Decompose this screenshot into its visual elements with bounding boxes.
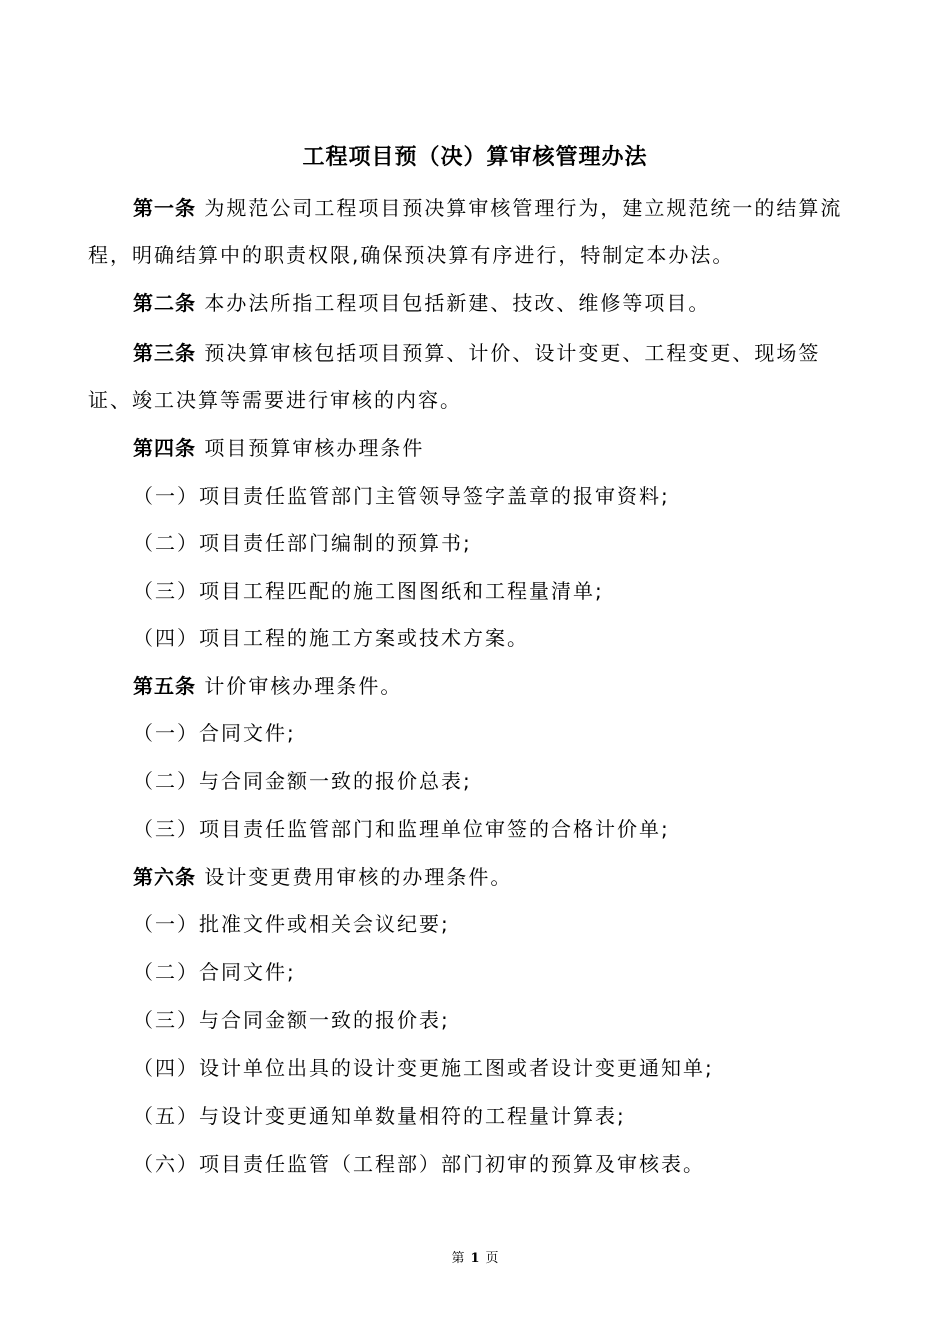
list-item: （二）与合同金额一致的报价总表; [133, 769, 472, 793]
page-number [0, 1247, 950, 1266]
list-item: （四）项目工程的施工方案或技术方案。 [133, 626, 529, 650]
list-item: （二）项目责任部门编制的预算书; [133, 531, 472, 555]
list-item: （一）合同文件; [133, 721, 296, 745]
list-item: （二）合同文件; [133, 960, 296, 984]
article-3 [133, 337, 820, 366]
article-label: 第四条 [133, 436, 196, 460]
article-6 [133, 861, 512, 890]
page-prefix: 第 [451, 1251, 465, 1266]
list-item: （三）项目责任监管部门和监理单位审签的合格计价单; [133, 817, 670, 841]
article-1-continued: 程，明确结算中的职责权限,确保预决算有序进行，特制定本办法。 [88, 243, 735, 267]
list-item: （四）设计单位出具的设计变更施工图或者设计变更通知单; [133, 1056, 714, 1080]
article-2 [133, 287, 710, 316]
list-item: （三）与合同金额一致的报价表; [133, 1008, 450, 1032]
article-3-continued: 证、竣工决算等需要进行审核的内容。 [88, 388, 462, 412]
list-item: （一）批准文件或相关会议纪要; [133, 912, 450, 936]
article-text: 本办法所指工程项目包括新建、技改、维修等项目。 [196, 291, 711, 315]
document-title: 工程项目预（决）算审核管理办法 [302, 145, 648, 170]
article-text: 设计变更费用审核的办理条件。 [196, 865, 513, 889]
article-text: 为规范公司工程项目预决算审核管理行为，建立规范统一的结算流 [196, 196, 843, 220]
page-number-value: 1 [470, 1251, 480, 1266]
list-item: （六）项目责任监管（工程部）部门初审的预算及审核表。 [133, 1152, 705, 1176]
list-item: （五）与设计变更通知单数量相符的工程量计算表; [133, 1104, 626, 1128]
article-label: 第一条 [133, 196, 196, 220]
article-text: 项目预算审核办理条件 [196, 436, 425, 460]
article-label: 第五条 [133, 674, 196, 698]
page-suffix: 页 [485, 1251, 499, 1266]
article-1 [133, 192, 842, 221]
article-4 [133, 432, 424, 461]
article-label: 第三条 [133, 341, 196, 365]
article-label: 第六条 [133, 865, 196, 889]
article-5 [133, 670, 402, 699]
article-label: 第二条 [133, 291, 196, 315]
list-item: （三）项目工程匹配的施工图图纸和工程量清单; [133, 579, 604, 603]
article-text: 预决算审核包括项目预算、计价、设计变更、工程变更、现场签 [196, 341, 821, 365]
list-item: （一）项目责任监管部门主管领导签字盖章的报审资料; [133, 484, 670, 508]
article-text: 计价审核办理条件。 [196, 674, 403, 698]
